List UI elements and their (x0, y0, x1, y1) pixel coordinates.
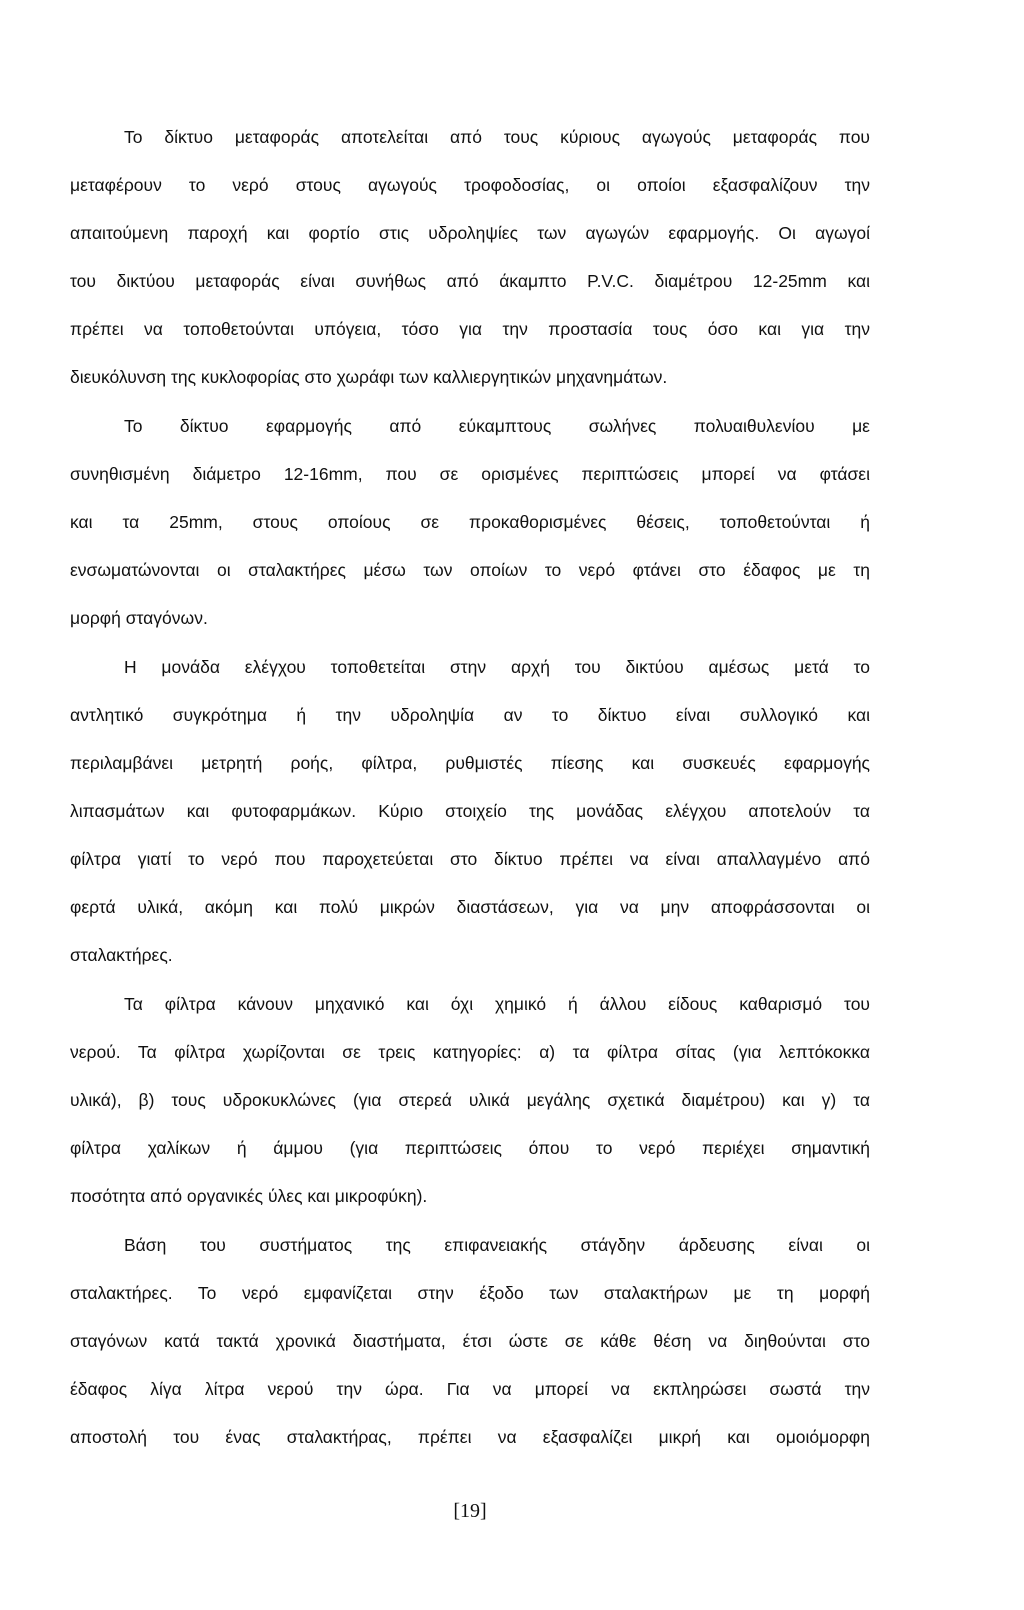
paragraph-3-line-6: φερτά υλικά, ακόμη και πολύ μικρών διαστάσεων, για να μην αποφράσσονται οι (70, 897, 870, 917)
paragraph-5-line-2: σταλακτήρες. Το νερό εμφανίζεται στην έξοδο των σταλακτήρων με τη μορφή (70, 1283, 870, 1303)
paragraph-4-line-2: νερού. Τα φίλτρα χωρίζονται σε τρεις κατηγορίες: α) τα φίλτρα σίτας (για λεπτόκοκκα (70, 1042, 870, 1062)
paragraph-4-line-5: ποσότητα από οργανικές ύλες και μικροφύκη). (70, 1186, 428, 1206)
paragraph-1-line-3: απαιτούμενη παροχή και φορτίο στις υδροληψίες των αγωγών εφαρμογής. Οι αγωγοί (70, 223, 870, 243)
paragraph-2-line-2: συνηθισμένη διάμετρο 12-16mm, που σε ορισμένες περιπτώσεις μπορεί να φτάσει (70, 464, 870, 484)
paragraph-5-line-3: σταγόνων κατά τακτά χρονικά διαστήματα, έτσι ώστε σε κάθε θέση να διηθούνται στο (70, 1331, 870, 1351)
page-number: [19] (453, 1500, 487, 1522)
paragraph-2-line-4: ενσωματώνονται οι σταλακτήρες μέσω των οποίων το νερό φτάνει στο έδαφος με τη (70, 560, 870, 580)
paragraph-2-line-1: Το δίκτυο εφαρμογής από εύκαμπτους σωλήνες πολυαιθυλενίου με (124, 416, 870, 436)
paragraph-5-line-4: έδαφος λίγα λίτρα νερού την ώρα. Για να μπορεί να εκπληρώσει σωστά την (70, 1379, 870, 1399)
paragraph-1-line-1: Το δίκτυο μεταφοράς αποτελείται από τους κύριους αγωγούς μεταφοράς που (124, 127, 870, 147)
paragraph-3-line-2: αντλητικό συγκρότημα ή την υδροληψία αν το δίκτυο είναι συλλογικό και (70, 705, 870, 725)
paragraph-1-line-5: πρέπει να τοποθετούνται υπόγεια, τόσο για την προστασία τους όσο και για την (70, 319, 870, 339)
paragraph-3-line-3: περιλαμβάνει μετρητή ροής, φίλτρα, ρυθμιστές πίεσης και συσκευές εφαρμογής (70, 753, 870, 773)
paragraph-2-line-3: και τα 25mm, στους οποίους σε προκαθορισμένες θέσεις, τοποθετούνται ή (70, 512, 870, 532)
paragraph-3-line-1: Η μονάδα ελέγχου τοποθετείται στην αρχή του δικτύου αμέσως μετά το (124, 657, 870, 677)
paragraph-3-line-4: λιπασμάτων και φυτοφαρμάκων. Κύριο στοιχείο της μονάδας ελέγχου αποτελούν τα (70, 801, 870, 821)
paragraph-5-line-1: Βάση του συστήματος της επιφανειακής στάγδην άρδευσης είναι οι (124, 1235, 870, 1255)
paragraph-1-line-2: μεταφέρουν το νερό στους αγωγούς τροφοδοσίας, οι οποίοι εξασφαλίζουν την (70, 175, 870, 195)
paragraph-1-line-4: του δικτύου μεταφοράς είναι συνήθως από άκαμπτο P.V.C. διαμέτρου 12-25mm και (70, 271, 870, 291)
paragraph-3-line-5: φίλτρα γιατί το νερό που παροχετεύεται στο δίκτυο πρέπει να είναι απαλλαγμένο από (70, 849, 870, 869)
paragraph-2-line-5: μορφή σταγόνων. (70, 608, 208, 628)
paragraph-4-line-4: φίλτρα χαλίκων ή άμμου (για περιπτώσεις όπου το νερό περιέχει σημαντική (70, 1138, 870, 1158)
paragraph-4-line-1: Τα φίλτρα κάνουν μηχανικό και όχι χημικό ή άλλου είδους καθαρισμό του (124, 994, 870, 1014)
paragraph-5-line-5: αποστολή του ένας σταλακτήρας, πρέπει να εξασφαλίζει μικρή και ομοιόμορφη (70, 1427, 870, 1447)
paragraph-1-line-6: διευκόλυνση της κυκλοφορίας στο χωράφι των καλλιεργητικών μηχανημάτων. (70, 367, 668, 387)
paragraph-3-line-7: σταλακτήρες. (70, 945, 173, 965)
paragraph-4-line-3: υλικά), β) τους υδροκυκλώνες (για στερεά υλικά μεγάλης σχετικά διαμέτρου) και γ) τα (70, 1090, 870, 1110)
